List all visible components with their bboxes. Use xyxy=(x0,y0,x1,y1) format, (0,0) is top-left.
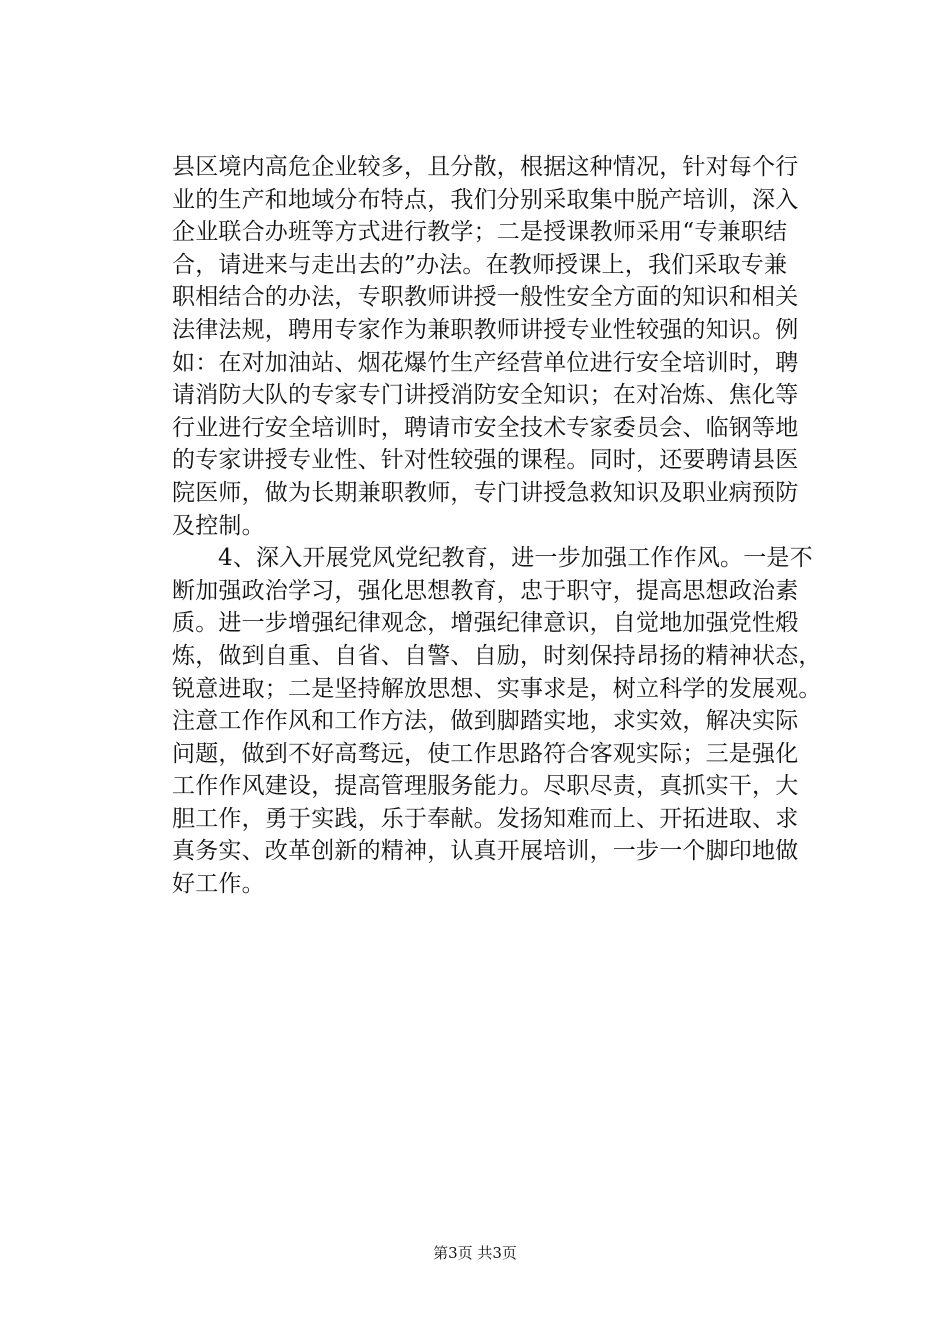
text-line: 院医师，做为长期兼职教师，专门讲授急救知识及职业病预防 xyxy=(172,479,799,506)
text-line: 胆工作，勇于实践，乐于奉献。发扬知难而上、开拓进取、求 xyxy=(172,805,799,832)
text-line: 好工作。 xyxy=(172,871,265,898)
text-line: 的专家讲授专业性、针对性较强的课程。同时，还要聘请县医 xyxy=(172,447,799,474)
page-footer xyxy=(0,1243,950,1263)
text-line: 工作作风建设，提高管理服务能力。尽职尽责，真抓实干，大 xyxy=(172,773,799,800)
page-number-label: 第3页 共3页 xyxy=(433,1244,517,1262)
text-line: 企业联合办班等方式进行教学；二是授课教师采用“专兼职结 xyxy=(172,219,788,246)
text-line: 县区境内高危企业较多，且分散，根据这种情况，针对每个行 xyxy=(172,154,799,180)
text-line: 质。进一步增强纪律观念，增强纪律意识，自觉地加强党性煅 xyxy=(172,610,799,637)
text-line: 问题，做到不好高骛远，使工作思路符合客观实际；三是强化 xyxy=(172,740,799,767)
body-text xyxy=(172,151,872,901)
text-line: 注意工作作风和工作方法，做到脚踏实地，求实效，解决实际 xyxy=(172,708,799,735)
text-line: 断加强政治学习，强化思想教育，忠于职守，提高思想政治素 xyxy=(172,577,799,604)
paragraph-start-line: 4、深入开展党风党纪教育，进一步加强工作作风。一是不 xyxy=(218,545,813,572)
text-line: 业的生产和地域分布特点，我们分别采取集中脱产培训，深入 xyxy=(172,186,799,213)
text-line: 请消防大队的专家专门讲授消防安全知识；在对冶炼、焦化等 xyxy=(172,382,799,409)
text-line: 锐意进取；二是坚持解放思想、实事求是，树立科学的发展观。 xyxy=(172,675,822,702)
text-line: 行业进行安全培训时，聘请市安全技术专家委员会、临钢等地 xyxy=(172,414,799,441)
text-line: 炼，做到自重、自省、自警、自励，时刻保持昂扬的精神状态， xyxy=(172,642,822,669)
text-line: 如：在对加油站、烟花爆竹生产经营单位进行安全培训时，聘 xyxy=(172,349,799,376)
text-line: 真务实、改革创新的精神，认真开展培训，一步一个脚印地做 xyxy=(172,838,799,865)
text-line: 合，请进来与走出去的”办法。在教师授课上，我们采取专兼 xyxy=(172,251,788,278)
text-line: 法律法规，聘用专家作为兼职教师讲授专业性较强的知识。例 xyxy=(172,316,799,343)
text-line: 及控制。 xyxy=(172,512,265,539)
text-line: 职相结合的办法，专职教师讲授一般性安全方面的知识和相关 xyxy=(172,284,799,311)
